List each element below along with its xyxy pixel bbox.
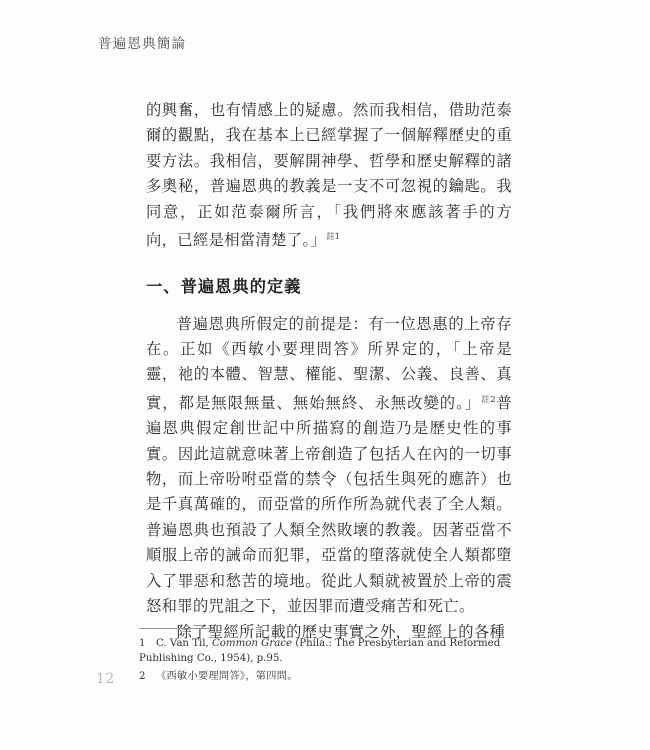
footnote-number-2: 2 [139, 670, 146, 682]
running-header: 普遍恩典簡論 [98, 36, 187, 52]
footnote-number-1: 1 [139, 638, 146, 649]
footnote-area [139, 628, 519, 686]
footnote-item-2 [139, 669, 519, 684]
footnote-marker-1[interactable]: 註1 [326, 232, 341, 243]
footnote-publication-1: (Phila.: The Presbyterian and Reformed Publishing Co., 1954), p.95. [139, 638, 501, 665]
paragraph-continuation [146, 98, 512, 254]
paragraph-2-text-part1: 普遍恩典所假定的前提是：有一位恩惠的上帝存在。正如《西敏小要理問答》所界定的，「上帝是靈，祂的本體、智慧、權能、聖潔、公義、良善、真實，都是無限無量、無始無終、永無改變的。」 [146, 314, 512, 412]
paragraph-definition [146, 312, 512, 620]
footnote-text-2: 《西敏小要理問答》，第四問。 [156, 670, 298, 682]
footnote-title-1: Common Grace [212, 638, 292, 649]
paragraph-1-text: 的興奮，也有情感上的疑慮。然而我相信，借助范泰爾的觀點，我在基本上已經掌握了一個解釋歷史的重要方法。我相信，要解開神學、哲學和歷史解釋的諸多奧秘，普遍恩典的教義是一支不可忽視的鑰匙。我同意，正如范泰爾所言，「我們將來應該著手的方向，已經是相當清楚了。」 [146, 101, 512, 250]
paragraph-2-text-part2: 普遍恩典假定創世記中所描寫的創造乃是歷史性的事實。因此這就意味著上帝創造了包括人在內的一切事物，而上帝吩咐亞當的禁令（包括生與死的應許）也是千真萬確的，而亞當的所作所為就代表了全人類。普遍恩典也預設了人類全然敗壞的教義。因著亞當不順服上帝的誡命而犯罪，亞當的墮落就使全人類都墮入了罪惡和愁苦的境地。從此人類就被置於上帝的震怒和罪的咒詛之下，並因罪而遭受痛苦和死亡。 [146, 393, 512, 616]
section-heading: 一、普遍恩典的定義 [146, 276, 302, 296]
footnote-separator-rule [139, 628, 213, 629]
paragraph-next: 除了聖經所記載的歷史事實之外，聖經上的各種 [176, 622, 506, 641]
footnote-author-1: C. Van Til, [156, 638, 212, 649]
text-block [146, 98, 512, 645]
spacer-before-heading [146, 254, 512, 275]
spacer-after-heading [146, 299, 512, 312]
footnote-marker-2[interactable]: 註2 [481, 394, 496, 405]
page-number: 12 [96, 671, 115, 687]
footnote-item-1 [139, 636, 519, 667]
